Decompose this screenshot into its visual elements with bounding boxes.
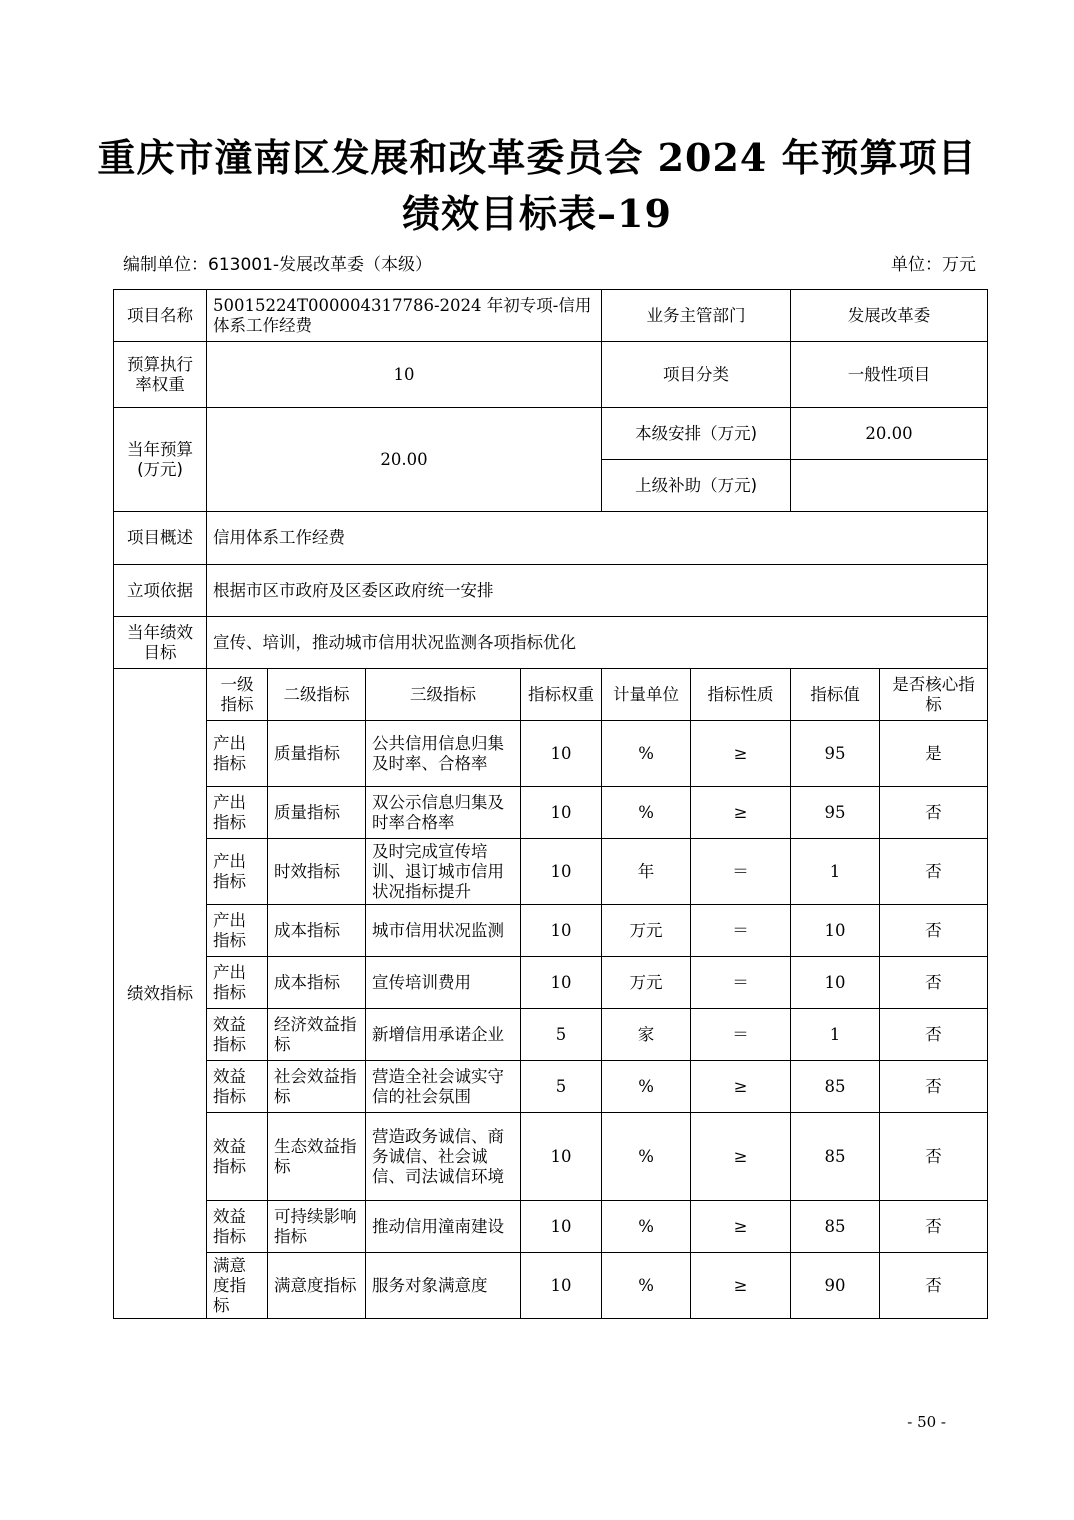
indicator-row bbox=[114, 905, 988, 957]
value-cell: 85 bbox=[791, 1113, 880, 1201]
level3-cell: 宣传培训费用 bbox=[366, 957, 521, 1009]
value-cell: 85 bbox=[791, 1201, 880, 1253]
value-cell: 10 bbox=[791, 957, 880, 1009]
weight-cell: 10 bbox=[521, 905, 602, 957]
level2-cell: 成本指标 bbox=[268, 905, 366, 957]
value-cell: 1 bbox=[791, 1009, 880, 1061]
core-cell: 否 bbox=[880, 1009, 988, 1061]
core-cell: 否 bbox=[880, 905, 988, 957]
level3-cell: 及时完成宣传培训、退订城市信用状况指标提升 bbox=[366, 839, 521, 905]
weight-cell: 5 bbox=[521, 1009, 602, 1061]
indicator-row bbox=[114, 787, 988, 839]
value-cell: 10 bbox=[791, 905, 880, 957]
project-name-value: 50015224T000004317786-2024 年初专项-信用体系工作经费 bbox=[207, 290, 602, 342]
header-value: 指标值 bbox=[791, 669, 880, 721]
header-core: 是否核心指标 bbox=[880, 669, 988, 721]
nature-cell: ＝ bbox=[691, 957, 791, 1009]
nature-cell: ＝ bbox=[691, 905, 791, 957]
goal-value: 宣传、培训，推动城市信用状况监测各项指标优化 bbox=[207, 617, 988, 669]
indicator-section bbox=[114, 669, 988, 1319]
page-title bbox=[0, 130, 1074, 242]
level2-cell: 成本指标 bbox=[268, 957, 366, 1009]
value-cell: 90 bbox=[791, 1253, 880, 1319]
indicator-row bbox=[114, 839, 988, 905]
unit-cell: 万元 bbox=[602, 905, 691, 957]
level1-cell: 效益指标 bbox=[207, 1009, 268, 1061]
overview-label: 项目概述 bbox=[114, 512, 207, 565]
basis-label: 立项依据 bbox=[114, 565, 207, 617]
level3-cell: 推动信用潼南建设 bbox=[366, 1201, 521, 1253]
header-level3: 三级指标 bbox=[366, 669, 521, 721]
budget-label: 当年预算(万元) bbox=[114, 408, 207, 512]
level2-cell: 满意度指标 bbox=[268, 1253, 366, 1319]
weight-cell: 10 bbox=[521, 957, 602, 1009]
unit-cell: 万元 bbox=[602, 957, 691, 1009]
level2-cell: 生态效益指标 bbox=[268, 1113, 366, 1201]
level2-cell: 可持续影响指标 bbox=[268, 1201, 366, 1253]
dept-value: 发展改革委 bbox=[791, 290, 988, 342]
level3-cell: 营造全社会诚实守信的社会氛围 bbox=[366, 1061, 521, 1113]
level1-cell: 满意度指标 bbox=[207, 1253, 268, 1319]
page-number: - 50 - bbox=[907, 1413, 946, 1431]
project-name-label: 项目名称 bbox=[114, 290, 207, 342]
level1-cell: 产出指标 bbox=[207, 721, 268, 787]
nature-cell: ＝ bbox=[691, 1009, 791, 1061]
weight-cell: 10 bbox=[521, 787, 602, 839]
local-value: 20.00 bbox=[791, 408, 988, 460]
core-cell: 否 bbox=[880, 1113, 988, 1201]
unit-label: 单位：万元 bbox=[891, 255, 976, 275]
level1-cell: 产出指标 bbox=[207, 905, 268, 957]
indicator-row bbox=[114, 721, 988, 787]
core-cell: 是 bbox=[880, 721, 988, 787]
nature-cell: ≥ bbox=[691, 787, 791, 839]
level3-cell: 双公示信息归集及时率合格率 bbox=[366, 787, 521, 839]
nature-cell: ≥ bbox=[691, 1253, 791, 1319]
goal-label: 当年绩效目标 bbox=[114, 617, 207, 669]
level2-cell: 时效指标 bbox=[268, 839, 366, 905]
weight-cell: 5 bbox=[521, 1061, 602, 1113]
unit-cell: % bbox=[602, 1253, 691, 1319]
unit-cell: % bbox=[602, 1113, 691, 1201]
level1-cell: 效益指标 bbox=[207, 1113, 268, 1201]
weight-cell: 10 bbox=[521, 721, 602, 787]
level2-cell: 经济效益指标 bbox=[268, 1009, 366, 1061]
category-label: 项目分类 bbox=[602, 342, 791, 408]
nature-cell: ≥ bbox=[691, 721, 791, 787]
weight-cell: 10 bbox=[521, 839, 602, 905]
core-cell: 否 bbox=[880, 957, 988, 1009]
level2-cell: 质量指标 bbox=[268, 787, 366, 839]
indicator-row bbox=[114, 1061, 988, 1113]
weight-cell: 10 bbox=[521, 1253, 602, 1319]
level3-cell: 公共信用信息归集及时率、合格率 bbox=[366, 721, 521, 787]
value-cell: 95 bbox=[791, 787, 880, 839]
core-cell: 否 bbox=[880, 1201, 988, 1253]
indicator-row bbox=[114, 1201, 988, 1253]
header-weight: 指标权重 bbox=[521, 669, 602, 721]
title-line-2: 绩效目标表–19 bbox=[402, 191, 672, 236]
nature-cell: ≥ bbox=[691, 1061, 791, 1113]
weight-label: 预算执行率权重 bbox=[114, 342, 207, 408]
org-label: 编制单位：613001-发展改革委（本级） bbox=[123, 255, 433, 275]
level3-cell: 营造政务诚信、商务诚信、社会诚信、司法诚信环境 bbox=[366, 1113, 521, 1201]
value-cell: 1 bbox=[791, 839, 880, 905]
indicator-row bbox=[114, 1113, 988, 1201]
basis-value: 根据市区市政府及区委区政府统一安排 bbox=[207, 565, 988, 617]
level3-cell: 服务对象满意度 bbox=[366, 1253, 521, 1319]
value-cell: 85 bbox=[791, 1061, 880, 1113]
level1-cell: 产出指标 bbox=[207, 787, 268, 839]
upper-value bbox=[791, 460, 988, 512]
header-unit: 计量单位 bbox=[602, 669, 691, 721]
indicator-row bbox=[114, 957, 988, 1009]
dept-label: 业务主管部门 bbox=[602, 290, 791, 342]
performance-table bbox=[113, 289, 988, 1319]
nature-cell: ≥ bbox=[691, 1201, 791, 1253]
weight-value: 10 bbox=[207, 342, 602, 408]
core-cell: 否 bbox=[880, 839, 988, 905]
value-cell: 95 bbox=[791, 721, 880, 787]
level1-cell: 产出指标 bbox=[207, 839, 268, 905]
level1-cell: 效益指标 bbox=[207, 1061, 268, 1113]
header-level2: 二级指标 bbox=[268, 669, 366, 721]
header-nature: 指标性质 bbox=[691, 669, 791, 721]
level3-cell: 城市信用状况监测 bbox=[366, 905, 521, 957]
project-info bbox=[114, 290, 988, 669]
unit-cell: % bbox=[602, 1201, 691, 1253]
indicator-section-label: 绩效指标 bbox=[114, 669, 207, 1319]
unit-cell: % bbox=[602, 787, 691, 839]
indicator-row bbox=[114, 1253, 988, 1319]
category-value: 一般性项目 bbox=[791, 342, 988, 408]
nature-cell: ＝ bbox=[691, 839, 791, 905]
overview-value: 信用体系工作经费 bbox=[207, 512, 988, 565]
unit-cell: % bbox=[602, 1061, 691, 1113]
nature-cell: ≥ bbox=[691, 1113, 791, 1201]
upper-label: 上级补助（万元) bbox=[602, 460, 791, 512]
unit-cell: % bbox=[602, 721, 691, 787]
header-level1: 一级指标 bbox=[207, 669, 268, 721]
weight-cell: 10 bbox=[521, 1201, 602, 1253]
title-line-1: 重庆市潼南区发展和改革委员会 2024 年预算项目 bbox=[97, 135, 977, 180]
local-label: 本级安排（万元) bbox=[602, 408, 791, 460]
core-cell: 否 bbox=[880, 1253, 988, 1319]
level3-cell: 新增信用承诺企业 bbox=[366, 1009, 521, 1061]
weight-cell: 10 bbox=[521, 1113, 602, 1201]
unit-cell: 家 bbox=[602, 1009, 691, 1061]
indicator-row bbox=[114, 1009, 988, 1061]
core-cell: 否 bbox=[880, 787, 988, 839]
unit-cell: 年 bbox=[602, 839, 691, 905]
core-cell: 否 bbox=[880, 1061, 988, 1113]
level1-cell: 产出指标 bbox=[207, 957, 268, 1009]
budget-value: 20.00 bbox=[207, 408, 602, 512]
level2-cell: 社会效益指标 bbox=[268, 1061, 366, 1113]
level2-cell: 质量指标 bbox=[268, 721, 366, 787]
level1-cell: 效益指标 bbox=[207, 1201, 268, 1253]
